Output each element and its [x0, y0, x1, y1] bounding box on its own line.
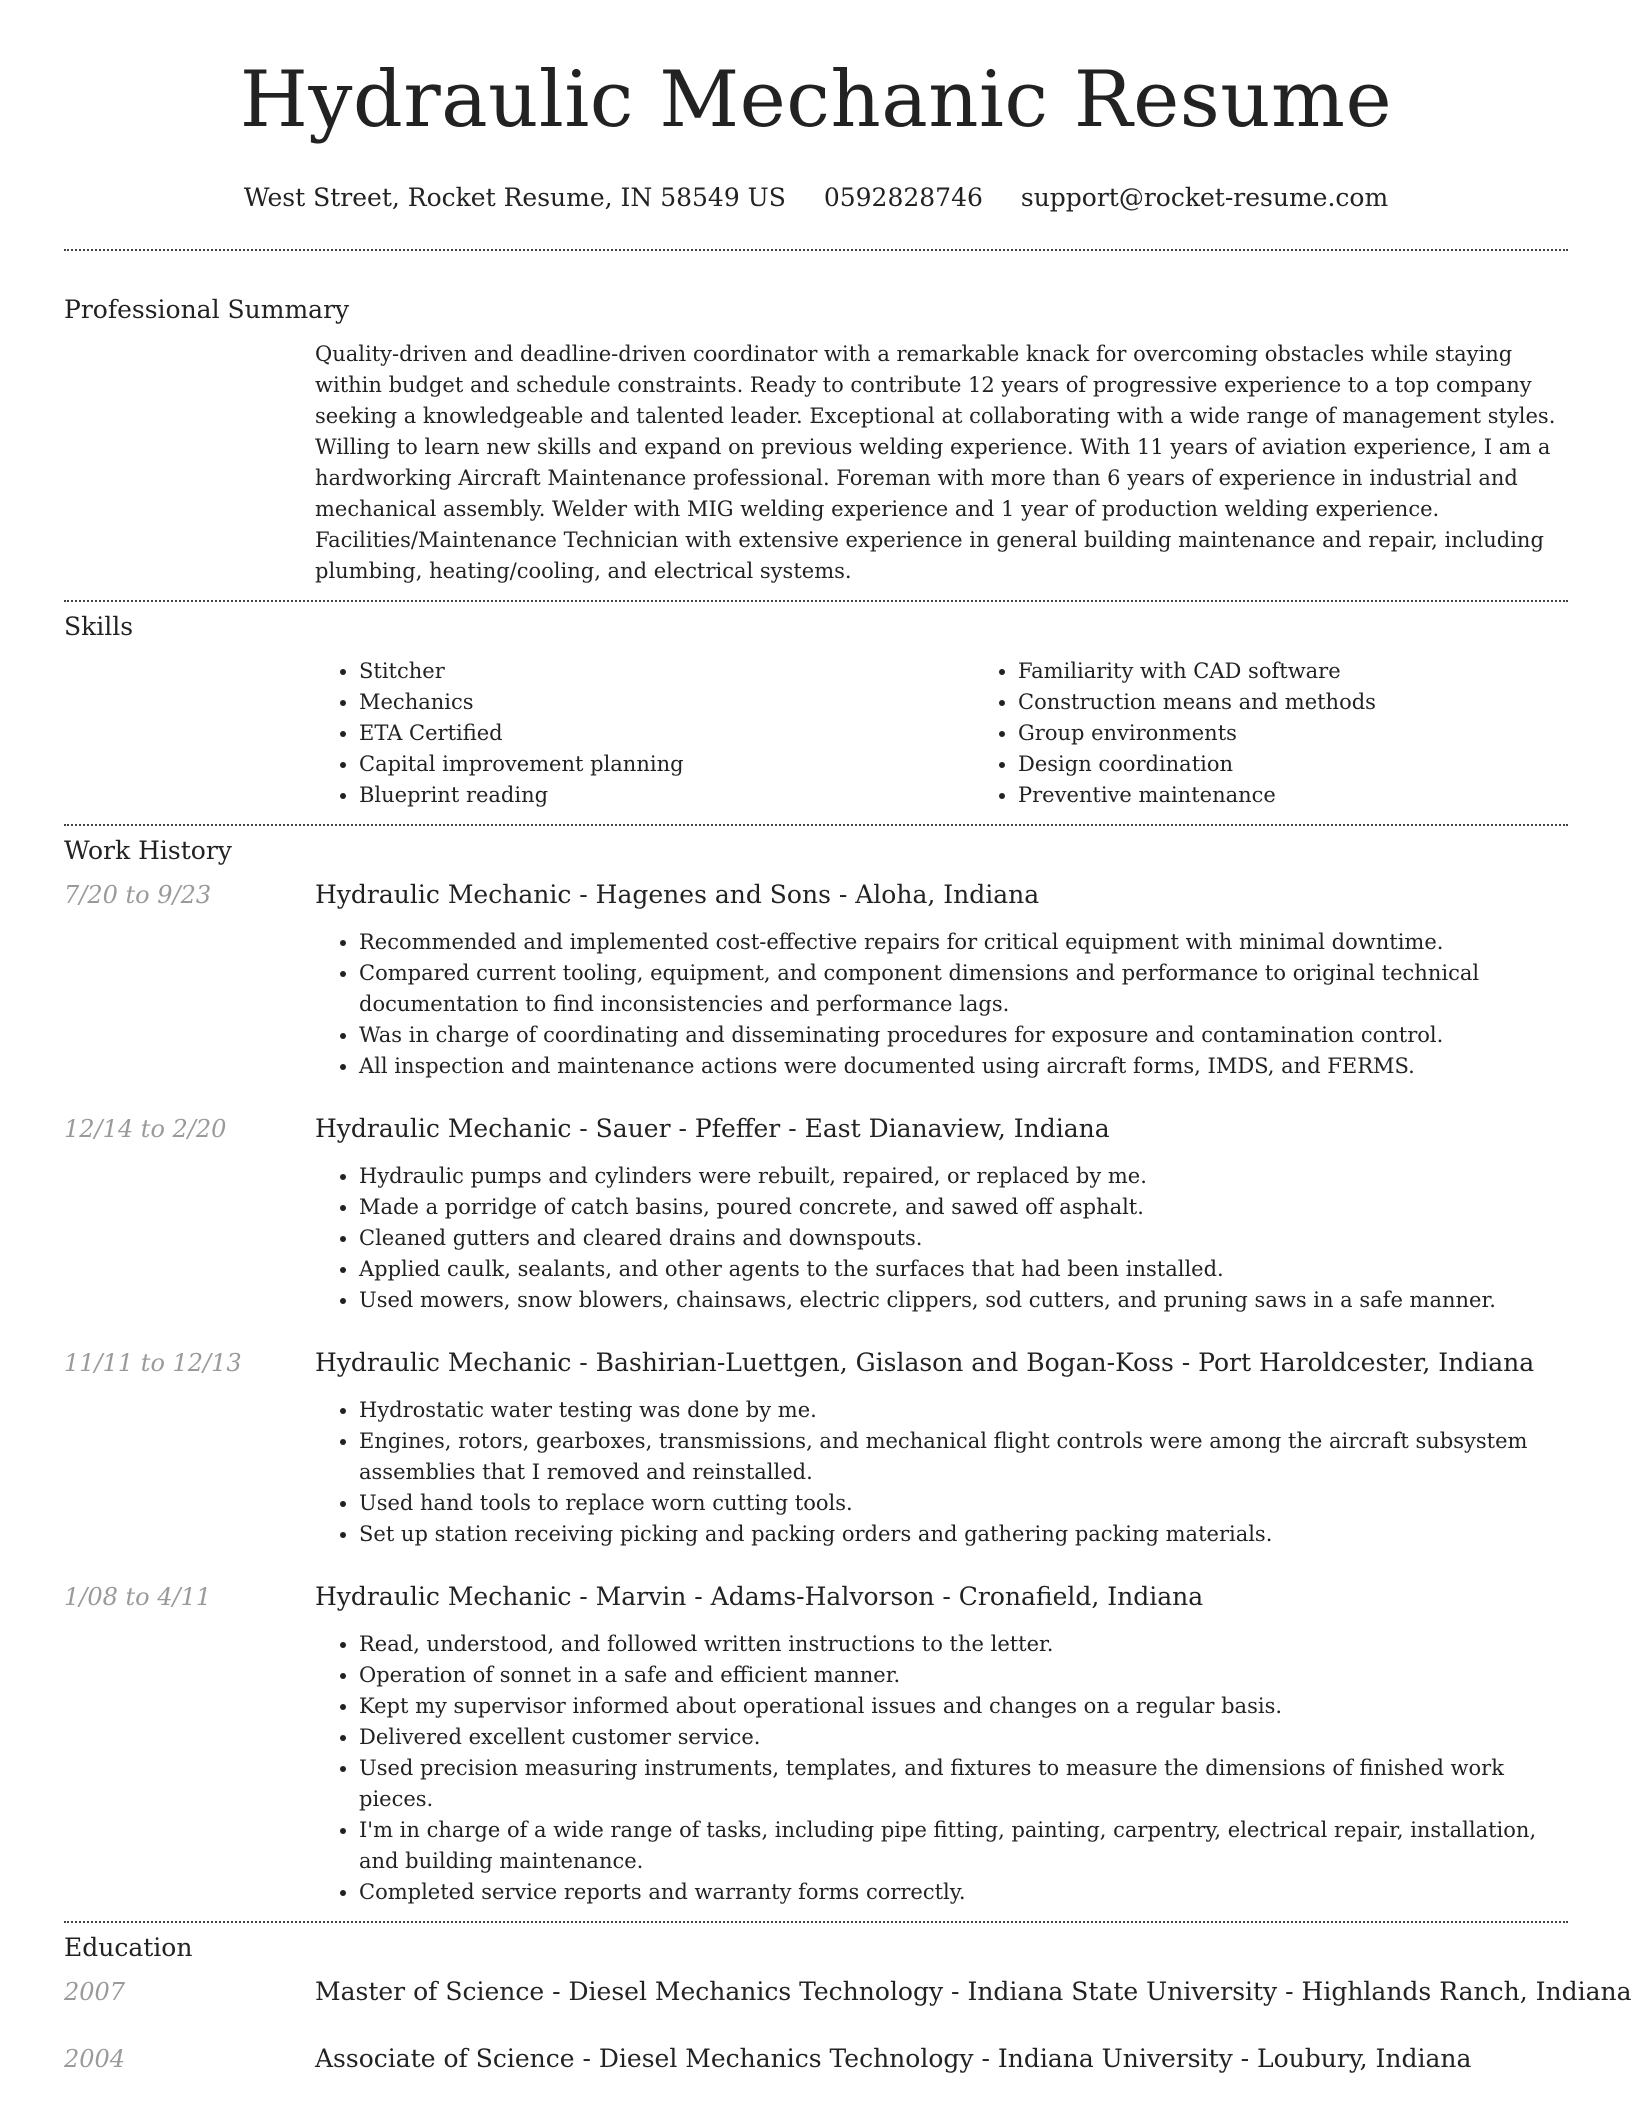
job-bullet: • Compared current tooling, equipment, and component dimensions and performance to original technical documentation to find inconsistencies and performance lags. — [359, 958, 1568, 1020]
job-bullet: • Made a porridge of catch basins, poured concrete, and sawed off asphalt. — [359, 1192, 1568, 1223]
education-title: Associate of Science - Diesel Mechanics Technology - Indiana University - Loubury, Indiana — [315, 2044, 1472, 2073]
job-bullet: • Applied caulk, sealants, and other agents to the surfaces that had been installed. — [359, 1254, 1568, 1285]
job-dates: 12/14 to 2/20 — [64, 1115, 227, 1143]
skills-heading: Skills — [64, 612, 134, 641]
job-bullet: • All inspection and maintenance actions were documented using aircraft forms, IMDS, and FERMS. — [359, 1051, 1568, 1082]
summary-heading: Professional Summary — [64, 295, 350, 324]
job-bullet: • Completed service reports and warranty forms correctly. — [359, 1877, 1568, 1908]
job-title: Hydraulic Mechanic - Marvin - Adams-Halvorson - Cronafield, Indiana — [315, 1582, 1204, 1611]
skill-item: • Construction means and methods — [1018, 687, 1632, 718]
job-dates: 7/20 to 9/23 — [64, 881, 212, 909]
job-bullet: • Hydraulic pumps and cylinders were rebuilt, repaired, or replaced by me. — [359, 1161, 1568, 1192]
job-bullet: • Set up station receiving picking and packing orders and gathering packing materials. — [359, 1519, 1568, 1550]
job-bullet: • Operation of sonnet in a safe and efficient manner. — [359, 1660, 1568, 1691]
job-bullets — [315, 1161, 1568, 1316]
education-year: 2007 — [64, 1978, 126, 2006]
section-divider — [64, 1921, 1568, 1923]
job-bullet: • Used mowers, snow blowers, chainsaws, electric clippers, sod cutters, and pruning saws in a safe manner. — [359, 1285, 1568, 1316]
job-bullet: • Delivered excellent customer service. — [359, 1722, 1568, 1753]
education-title: Master of Science - Diesel Mechanics Technology - Indiana State University - Highlands Ranch, Indiana — [315, 1977, 1632, 2006]
summary-row — [64, 339, 1568, 587]
job-bullet: • Engines, rotors, gearboxes, transmissions, and mechanical flight controls were among the aircraft subsystem assemblies that I removed and reinstalled. — [359, 1426, 1568, 1488]
contact-line — [64, 182, 1568, 214]
job-bullet: • Cleaned gutters and cleared drains and downspouts. — [359, 1223, 1568, 1254]
skills-column-left — [315, 656, 974, 811]
job-bullet: • Recommended and implemented cost-effective repairs for critical equipment with minimal downtime. — [359, 927, 1568, 958]
job-bullet: • Read, understood, and followed written instructions to the letter. — [359, 1629, 1568, 1660]
job-entry — [64, 1581, 1568, 1908]
job-bullet: • Used precision measuring instruments, templates, and fixtures to measure the dimensions of finished work pieces. — [359, 1753, 1568, 1815]
section-divider — [64, 600, 1568, 602]
address: West Street, Rocket Resume, IN 58549 US — [243, 183, 786, 212]
skill-item: • Design coordination — [1018, 749, 1632, 780]
job-bullet: • Kept my supervisor informed about operational issues and changes on a regular basis. — [359, 1691, 1568, 1722]
skills-spacer — [64, 656, 315, 811]
skill-item: • Stitcher — [359, 656, 974, 687]
job-title: Hydraulic Mechanic - Bashirian-Luettgen, Gislason and Bogan-Koss - Port Haroldcester, Indiana — [315, 1348, 1535, 1377]
education-heading: Education — [64, 1933, 193, 1962]
job-bullet: • I'm in charge of a wide range of tasks, including pipe fitting, painting, carpentry, electrical repair, installation, and building maintenance. — [359, 1815, 1568, 1877]
job-title: Hydraulic Mechanic - Sauer - Pfeffer - East Dianaview, Indiana — [315, 1114, 1110, 1143]
education-entry — [64, 1976, 1632, 2008]
job-bullet: • Hydrostatic water testing was done by me. — [359, 1395, 1568, 1426]
job-entry — [64, 1347, 1568, 1550]
skill-item: • Preventive maintenance — [1018, 780, 1632, 811]
summary-text: Quality-driven and deadline-driven coordinator with a remarkable knack for overcoming obstacles while staying within budget and schedule constraints. Ready to contribute 12 years of progressive experience to a top company seeking a knowledgeable and talented leader. Exceptional at collaborating with a wide range of management styles. Willing to learn new skills and expand on previous welding experience. With 11 years of aviation experience, I am a hardworking Aircraft Maintenance professional. Foreman with more than 6 years of experience in industrial and mechanical assembly. Welder with MIG welding experience and 1 year of production welding experience. Facilities/Maintenance Technician with extensive experience in general building maintenance and repair, including plumbing, heating/cooling, and electrical systems. — [315, 342, 1556, 583]
section-divider — [64, 249, 1568, 251]
resume-title: Hydraulic Mechanic Resume — [239, 55, 1393, 145]
skill-item: • Blueprint reading — [359, 780, 974, 811]
skills-list — [315, 656, 1632, 811]
job-bullets — [315, 1395, 1568, 1550]
skills-column-right — [974, 656, 1632, 811]
skill-item: • Group environments — [1018, 718, 1632, 749]
skill-item: • Capital improvement planning — [359, 749, 974, 780]
job-entry — [64, 879, 1568, 1082]
job-entry — [64, 1113, 1568, 1316]
skill-item: • Mechanics — [359, 687, 974, 718]
education-year: 2004 — [64, 2045, 126, 2073]
job-dates: 11/11 to 12/13 — [64, 1349, 242, 1377]
section-divider — [64, 824, 1568, 826]
job-title: Hydraulic Mechanic - Hagenes and Sons - Aloha, Indiana — [315, 880, 1040, 909]
job-bullets — [315, 927, 1568, 1082]
skill-item: • Familiarity with CAD software — [1018, 656, 1632, 687]
skill-item: • ETA Certified — [359, 718, 974, 749]
summary-spacer — [64, 339, 315, 587]
education-entry — [64, 2043, 1568, 2075]
job-bullet: • Was in charge of coordinating and disseminating procedures for exposure and contamination control. — [359, 1020, 1568, 1051]
skills-row — [64, 656, 1568, 811]
work-heading: Work History — [64, 836, 232, 865]
job-dates: 1/08 to 4/11 — [64, 1583, 212, 1611]
job-bullets — [315, 1629, 1568, 1908]
phone: 0592828746 — [823, 183, 983, 212]
email: support@rocket-resume.com — [1020, 183, 1389, 212]
job-bullet: • Used hand tools to replace worn cutting tools. — [359, 1488, 1568, 1519]
